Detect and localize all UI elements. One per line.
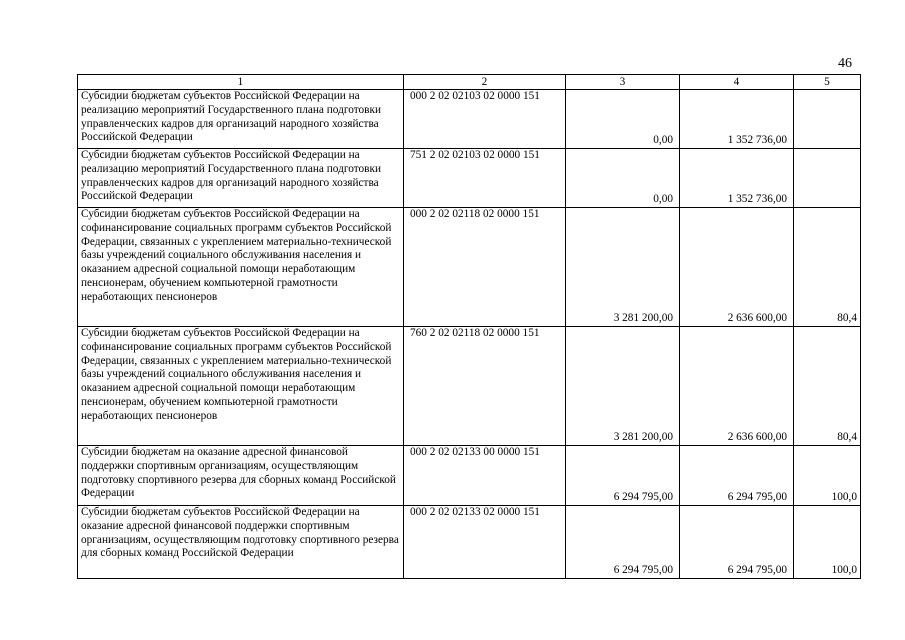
row-col3-value: 6 294 795,00: [566, 446, 680, 506]
row-code: 000 2 02 02118 02 0000 151: [404, 208, 566, 327]
row-code: 000 2 02 02133 00 0000 151: [404, 446, 566, 506]
page-number: 46: [838, 56, 852, 71]
row-col5-value: [794, 149, 861, 208]
table-row: [78, 506, 861, 579]
header-col-2: 2: [404, 75, 566, 90]
table-row: [78, 446, 861, 506]
table-row: [78, 208, 861, 327]
header-col-5: 5: [794, 75, 861, 90]
row-col5-value: 100,0: [794, 506, 861, 579]
row-col3-value: 6 294 795,00: [566, 506, 680, 579]
table-header-row: [78, 75, 861, 90]
row-col4-value: 1 352 736,00: [680, 90, 794, 149]
row-col4-value: 2 636 600,00: [680, 208, 794, 327]
row-name: Субсидии бюджетам субъектов Российской Федерации на оказание адресной финансовой поддержки спортивным организациям, осуществляющим подготовку спортивного резерва для сборных команд Российской Федерации: [78, 506, 404, 579]
row-col5-value: 80,4: [794, 327, 861, 446]
row-col3-value: 3 281 200,00: [566, 208, 680, 327]
row-col3-value: 0,00: [566, 90, 680, 149]
row-col4-value: 2 636 600,00: [680, 327, 794, 446]
row-name: Субсидии бюджетам субъектов Российской Федерации на софинансирование социальных программ субъектов Российской Федерации, связанных с укреплением материально-технической базы учреждений социального обслуживания населения и оказанием адресной социальной помощи неработающим пенсионерам, обучением компьютерной грамотности неработающих пенсионеров: [78, 327, 404, 446]
row-code: 000 2 02 02103 02 0000 151: [404, 90, 566, 149]
row-col3-value: 0,00: [566, 149, 680, 208]
row-code: 000 2 02 02133 02 0000 151: [404, 506, 566, 579]
row-col4-value: 1 352 736,00: [680, 149, 794, 208]
row-name: Субсидии бюджетам на оказание адресной финансовой поддержки спортивным организациям, осуществляющим подготовку спортивного резерва для сборных команд Российской Федерации: [78, 446, 404, 506]
row-col5-value: [794, 90, 861, 149]
header-col-1: 1: [78, 75, 404, 90]
row-col5-value: 80,4: [794, 208, 861, 327]
row-name: Субсидии бюджетам субъектов Российской Федерации на реализацию мероприятий Государственного плана подготовки управленческих кадров для организаций народного хозяйства Российской Федерации: [78, 90, 404, 149]
row-code: 751 2 02 02103 02 0000 151: [404, 149, 566, 208]
row-col5-value: 100,0: [794, 446, 861, 506]
header-col-3: 3: [566, 75, 680, 90]
row-name: Субсидии бюджетам субъектов Российской Федерации на реализацию мероприятий Государственного плана подготовки управленческих кадров для организаций народного хозяйства Российской Федерации: [78, 149, 404, 208]
row-col4-value: 6 294 795,00: [680, 446, 794, 506]
table-row: [78, 327, 861, 446]
row-col4-value: 6 294 795,00: [680, 506, 794, 579]
header-col-4: 4: [680, 75, 794, 90]
table-row: [78, 90, 861, 149]
row-code: 760 2 02 02118 02 0000 151: [404, 327, 566, 446]
row-col3-value: 3 281 200,00: [566, 327, 680, 446]
table-row: [78, 149, 861, 208]
row-name: Субсидии бюджетам субъектов Российской Федерации на софинансирование социальных программ субъектов Российской Федерации, связанных с укреплением материально-технической базы учреждений социального обслуживания населения и оказанием адресной социальной помощи неработающим пенсионерам, обучением компьютерной грамотности неработающих пенсионеров: [78, 208, 404, 327]
budget-table: [77, 74, 861, 579]
